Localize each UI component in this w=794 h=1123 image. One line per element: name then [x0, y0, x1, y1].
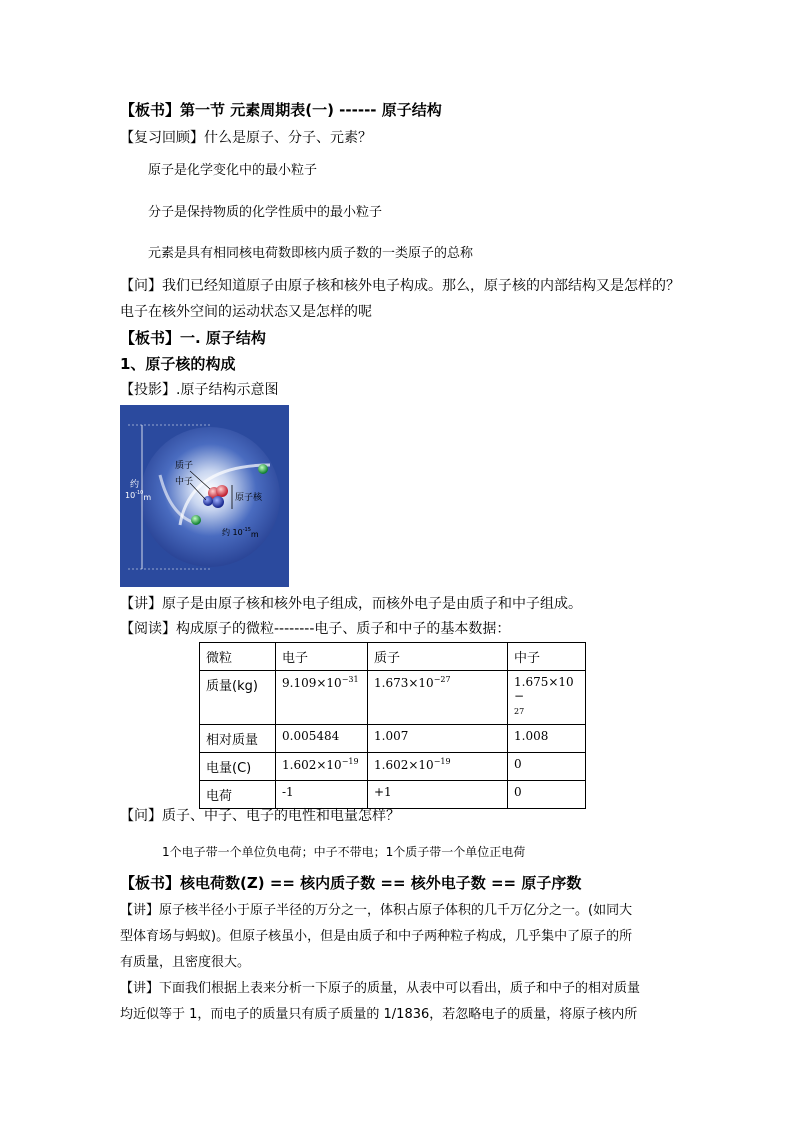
table-cell: 0	[508, 753, 586, 781]
question-line	[120, 806, 400, 826]
tag-label: 【复习回顾】	[120, 130, 204, 146]
nucleus-size-base: 约 10	[222, 528, 243, 537]
subsection-heading: 1、原子核的构成	[120, 355, 236, 373]
table-cell: 相对质量	[200, 725, 276, 753]
table-cell: 质量(kg)	[200, 671, 276, 725]
table-cell	[276, 753, 368, 781]
review-question	[120, 128, 372, 148]
proton-icon	[216, 485, 228, 497]
cell-value: 1.673×10	[374, 676, 434, 690]
table-header: 微粒	[200, 643, 276, 671]
tag-label: 【板书】	[120, 874, 181, 892]
heading-text: 一. 原子结构	[180, 329, 266, 347]
proton-label: 质子	[175, 461, 194, 471]
table-cell: 电荷	[200, 781, 276, 809]
tag-label: 【投影】	[120, 382, 176, 398]
cell-exponent: 27	[514, 707, 525, 716]
lecture-line: 均近似等于 1，而电子的质量只有质子质量的 1/1836，若忽略电子的质量，将原子核内所	[120, 1007, 638, 1022]
table-cell: 电量(C)	[200, 753, 276, 781]
cell-value: 1.602×10	[282, 758, 342, 772]
table-cell: 0	[508, 781, 586, 809]
lecture-line: 原子核半径小于原子半径的万分之一，体积占原子体积的几千万亿分之一。(如同大	[159, 903, 633, 918]
answer-line: 1个电子带一个单位负电荷；中子不带电；1个质子带一个单位正电荷	[162, 845, 526, 859]
tag-label: 【讲】	[120, 981, 160, 996]
cell-value: 9.109×10	[282, 676, 342, 690]
lecture-line	[120, 594, 582, 614]
tag-label: 【板书】	[120, 101, 181, 119]
cell-value: 1.675×10 −	[514, 675, 574, 703]
definition-element: 元素是具有相同核电荷数即核内质子数的一类原子的总称	[148, 246, 474, 261]
table-header: 中子	[508, 643, 586, 671]
question-paragraph	[120, 273, 680, 325]
lecture-paragraph	[120, 898, 680, 976]
electron-icon	[191, 515, 201, 525]
table-cell	[508, 671, 586, 725]
question-text: 质子、中子、电子的电性和电量怎样？	[162, 808, 400, 824]
definition-atom: 原子是化学变化中的最小粒子	[148, 163, 318, 178]
cell-exponent: −19	[433, 757, 451, 766]
atom-size-unit: m	[143, 493, 152, 502]
atom-structure-diagram	[120, 405, 289, 587]
particle-data-table	[199, 642, 586, 809]
table-cell	[276, 671, 368, 725]
projection-line	[120, 380, 278, 400]
lecture-line: 型体育场与蚂蚁)。但原子核虽小，但是由质子和中子两种粒子构成，几乎集中了原子的所	[120, 929, 633, 944]
lecture-text: 原子是由原子核和核外电子组成，而核外电子是由质子和中子组成。	[162, 596, 582, 612]
formula-heading	[120, 873, 581, 893]
table-row	[200, 725, 586, 753]
electron-icon	[258, 464, 268, 474]
neutron-label: 中子	[175, 477, 194, 487]
tag-label: 【阅读】	[120, 621, 176, 637]
cell-exponent: −27	[433, 675, 451, 684]
lecture-line: 下面我们根据上表来分析一下原子的质量，从表中可以看出，质子和中子的相对质量	[159, 981, 641, 996]
neutron-icon	[203, 496, 213, 506]
table-row	[200, 671, 586, 725]
lecture-paragraph	[120, 976, 680, 1028]
tag-label: 【问】	[120, 278, 162, 294]
definition-molecule: 分子是保持物质的化学性质中的最小粒子	[148, 205, 383, 220]
table-cell: -1	[276, 781, 368, 809]
neutron-icon	[212, 496, 224, 508]
formula-text: 核电荷数(Z) == 核内质子数 == 核外电子数 == 原子序数	[180, 874, 582, 892]
tag-label: 【讲】	[120, 596, 162, 612]
question-line: 电子在核外空间的运动状态又是怎样的呢	[120, 304, 372, 320]
table-cell	[368, 671, 508, 725]
reading-text: 构成原子的微粒--------电子、质子和中子的基本数据：	[176, 621, 511, 637]
nucleus-size-exponent: -15	[242, 527, 251, 533]
table-header-row	[200, 643, 586, 671]
table-cell: 1.008	[508, 725, 586, 753]
table-header: 电子	[276, 643, 368, 671]
section-heading	[120, 100, 442, 120]
table-row	[200, 781, 586, 809]
nucleus-size-unit: m	[250, 530, 259, 539]
heading-text: 第一节 元素周期表(一) ------ 原子结构	[180, 101, 442, 119]
atom-size-base: 10	[125, 491, 136, 500]
table-cell	[368, 753, 508, 781]
review-text: 什么是原子、分子、元素？	[204, 130, 372, 146]
cell-exponent: −19	[341, 757, 359, 766]
table-row	[200, 753, 586, 781]
atom-size-exponent: -10	[135, 490, 144, 496]
tag-label: 【问】	[120, 808, 162, 824]
cell-value: 1.602×10	[374, 758, 434, 772]
projection-text: .原子结构示意图	[176, 382, 279, 398]
atom-size-label: 约	[130, 480, 140, 490]
cell-exponent: −31	[341, 675, 359, 684]
reading-line	[120, 619, 510, 639]
question-line: 我们已经知道原子由原子核和核外电子构成。那么，原子核的内部结构又是怎样的？	[162, 278, 680, 294]
table-cell: 1.007	[368, 725, 508, 753]
section-heading	[120, 328, 266, 348]
table-header: 质子	[368, 643, 508, 671]
tag-label: 【板书】	[120, 329, 181, 347]
table-cell: +1	[368, 781, 508, 809]
lecture-line: 有质量，且密度很大。	[120, 955, 251, 970]
table-cell: 0.005484	[276, 725, 368, 753]
tag-label: 【讲】	[120, 903, 160, 918]
nucleus-label: 原子核	[235, 493, 263, 503]
